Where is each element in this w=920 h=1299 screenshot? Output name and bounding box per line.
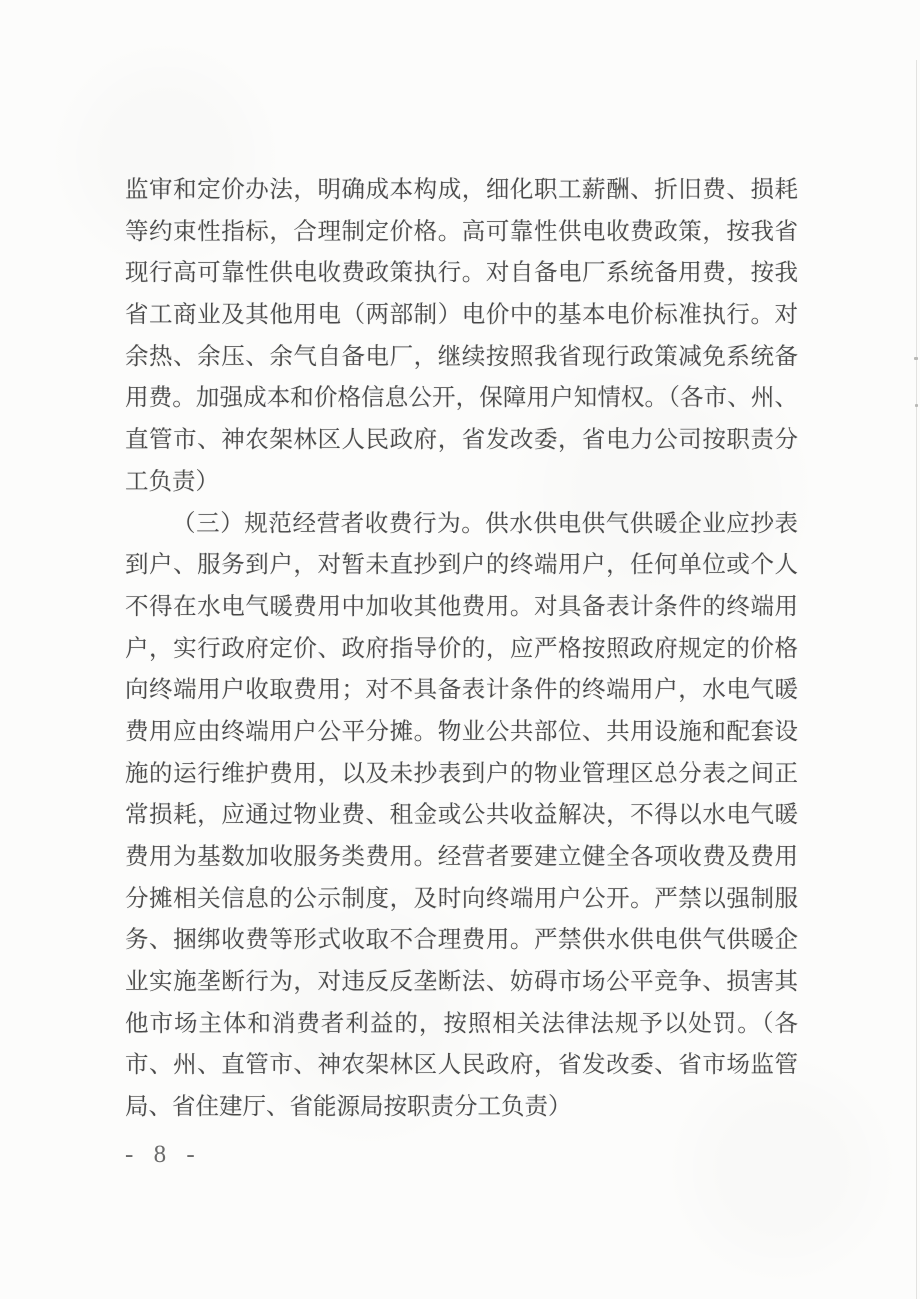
text-line: 分摊相关信息的公示制度，及时向终端用户公开。严禁以强制服 xyxy=(125,885,798,912)
text-line: （三）规范经营者收费行为。供水供电供气供暖企业应抄表 xyxy=(172,510,798,537)
text-line: 省工商业及其他用电（两部制）电价中的基本电价标准执行。对 xyxy=(125,302,798,329)
text-line: 施的运行维护费用，以及未抄表到户的物业管理区总分表之间正 xyxy=(125,760,798,787)
text-line: 不得在水电气暖费用中加收其他费用。对具备表计条件的终端用 xyxy=(125,593,798,620)
text-line: 用费。加强成本和价格信息公开，保障用户知情权。（各市、州、 xyxy=(125,385,798,412)
text-line: 户，实行政府定价、政府指导价的，应严格按照政府规定的价格 xyxy=(125,635,798,662)
text-line: 余热、余压、余气自备电厂，继续按照我省现行政策减免系统备 xyxy=(125,343,798,370)
text-line: 市、州、直管市、神农架林区人民政府，省发改委、省市场监管 xyxy=(125,1052,798,1079)
scan-speck xyxy=(915,404,918,407)
text-line: 向终端用户收取费用；对不具备表计条件的终端用户，水电气暖 xyxy=(125,677,798,704)
scan-edge-artifact xyxy=(916,60,917,1299)
text-line: 常损耗，应通过物业费、租金或公共收益解决，不得以水电气暖 xyxy=(125,802,798,829)
text-line: 直管市、神农架林区人民政府，省发改委，省电力公司按职责分 xyxy=(125,427,798,454)
text-line: 等约束性指标，合理制定价格。高可靠性供电收费政策，按我省 xyxy=(125,218,798,245)
document-body xyxy=(125,170,798,1129)
text-line: 费用应由终端用户公平分摊。物业公共部位、共用设施和配套设 xyxy=(125,718,798,745)
text-line: 工负责） xyxy=(125,468,219,495)
text-line: 到户、服务到户，对暂未直抄到户的终端用户，任何单位或个人 xyxy=(125,552,798,579)
text-line: 务、捆绑收费等形式收取不合理费用。严禁供水供电供气供暖企 xyxy=(125,927,798,954)
text-line: 现行高可靠性供电收费政策执行。对自备电厂系统备用费，按我 xyxy=(125,260,798,287)
text-line: 局、省住建厅、省能源局按职责分工负责） xyxy=(125,1094,572,1121)
text-line: 他市场主体和消费者利益的，按照相关法律法规予以处罚。（各 xyxy=(125,1010,798,1037)
text-line: 业实施垄断行为，对违反反垄断法、妨碍市场公平竞争、损害其 xyxy=(125,969,798,996)
text-line: 监审和定价办法，明确成本构成，细化职工薪酬、折旧费、损耗 xyxy=(125,177,798,203)
text-line: 费用为基数加收服务类费用。经营者要建立健全各项收费及费用 xyxy=(125,844,798,870)
scan-speck xyxy=(914,357,918,360)
page-number: - 8 - xyxy=(125,1141,197,1168)
